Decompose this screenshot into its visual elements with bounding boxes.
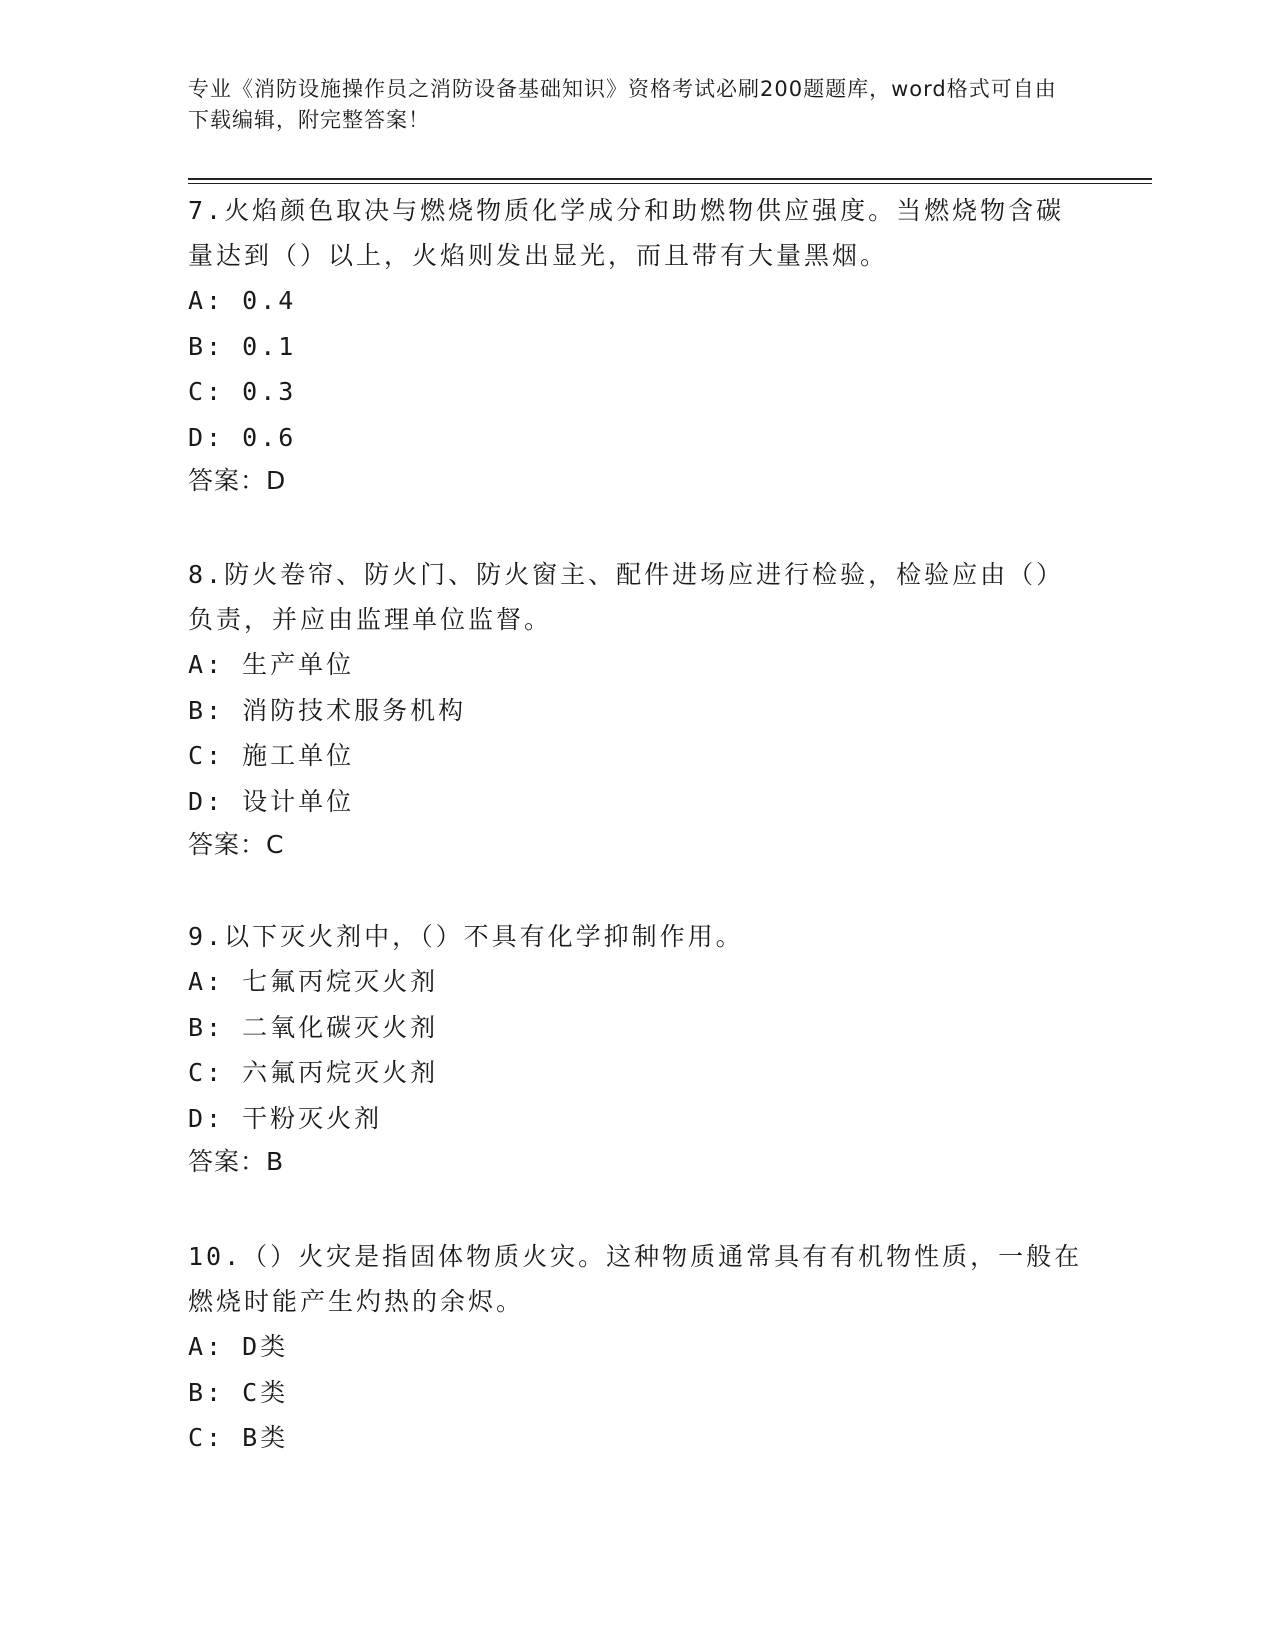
- option-c: C: B类: [188, 1423, 289, 1452]
- question-text: 7.火焰颜色取决与燃烧物质化学成分和助燃物供应强度。当燃烧物含碳量达到（）以上，火焰则发出显光，而且带有大量黑烟。: [188, 196, 1065, 270]
- option-c: C: 六氟丙烷灭火剂: [188, 1058, 439, 1087]
- question-block: [188, 914, 1088, 1183]
- option-b: B: C类: [188, 1377, 289, 1407]
- question-text: 10.（）火灾是指固体物质火灾。这种物质通常具有有机物性质，一般在燃烧时能产生灼热的余烬。: [188, 1242, 1083, 1316]
- option-a: A: D类: [188, 1332, 289, 1361]
- document-header: 专业《消防设施操作员之消防设备基础知识》资格考试必刷200题题库，word格式可自由下载编辑，附完整答案！: [188, 77, 1057, 132]
- question-block: [188, 552, 1088, 866]
- answer-line: 答案：B: [188, 1147, 285, 1176]
- option-a: A: 七氟丙烷灭火剂: [188, 967, 439, 996]
- option-d: D: 设计单位: [188, 786, 355, 816]
- option-c: C: 0.3: [188, 377, 297, 406]
- question-text: 8.防火卷帘、防火门、防火窗主、配件进场应进行检验，检验应由（）负责，并应由监理单位监督。: [188, 560, 1065, 634]
- question-block: [188, 188, 1088, 502]
- option-b: B: 二氧化碳灭火剂: [188, 1012, 439, 1042]
- question-text: 9.以下灭火剂中，（）不具有化学抑制作用。: [188, 922, 744, 951]
- option-d: D: 0.6: [188, 422, 297, 452]
- header-divider-thin: [188, 183, 1152, 184]
- answer-line: 答案：D: [188, 466, 287, 495]
- option-b: B: 0.1: [188, 331, 297, 361]
- answer-line: 答案：C: [188, 830, 285, 859]
- header-divider: [188, 178, 1152, 180]
- option-c: C: 施工单位: [188, 741, 355, 770]
- option-a: A: 0.4: [188, 286, 297, 315]
- option-b: B: 消防技术服务机构: [188, 695, 467, 725]
- question-block: [188, 1234, 1088, 1461]
- option-a: A: 生产单位: [188, 650, 355, 679]
- option-d: D: 干粉灭火剂: [188, 1103, 383, 1133]
